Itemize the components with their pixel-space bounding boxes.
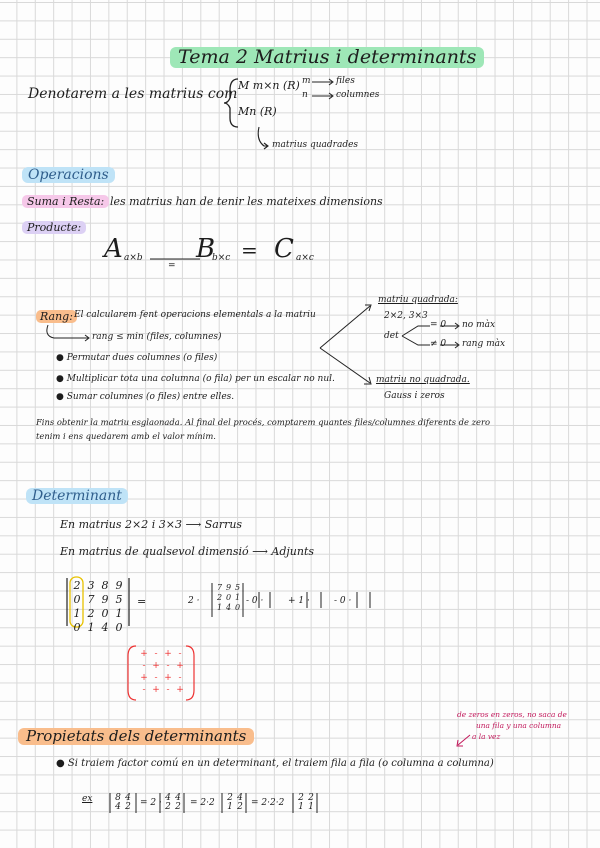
det-zero-result: no màx [462, 320, 496, 330]
sign-matrix-cell: - [166, 685, 170, 695]
sign-matrix-cell: + [176, 661, 184, 671]
det-term4: - 0 · [334, 596, 352, 606]
eq-equals: = [241, 238, 258, 262]
sign-matrix-cell: - [166, 661, 170, 671]
minor-3x3-cell: 0 [225, 593, 232, 602]
example-eq2: = 2·2 [190, 798, 215, 808]
det-coef1: 2 · [188, 596, 200, 606]
matrix-4x4-cell: 0 [115, 621, 123, 634]
example-matrix-2-cell: 2 [175, 802, 181, 812]
sign-matrix-cell: - [154, 673, 158, 683]
sign-matrix-cell: - [142, 661, 146, 671]
sign-matrix [138, 650, 186, 695]
rang-text: El calcularem fent operacions elementals a la matriu [74, 310, 316, 320]
example-matrix-3-cell: 2 [227, 793, 233, 803]
eq-a: A [104, 234, 123, 264]
rang-bullet-1: ● Permutar dues columnes (o files) [56, 353, 218, 363]
det-zero: = 0 [430, 320, 447, 330]
minor-3x3-cell: 1 [234, 593, 241, 602]
eq-c-sub: a×c [296, 253, 314, 263]
matrix-4x4-cell: 5 [115, 593, 123, 606]
n-meaning: columnes [336, 90, 380, 100]
rang-sub: rang ≤ min (files, columnes) [92, 332, 222, 342]
side-note-arrow [458, 735, 470, 745]
square-hook-arrow [258, 127, 268, 146]
rang-bullet-2: ● Multiplicar tota una columna (o fila) per un escalar no nul. [56, 374, 335, 384]
page-title: Tema 2 Matrius i determinants [170, 47, 484, 68]
matrix-4x4-cell: 4 [101, 621, 109, 634]
example-matrix-2-cell: 4 [175, 793, 181, 803]
intro-brace-line2: Mn (R) [238, 105, 277, 118]
det-line1: En matrius 2×2 i 3×3 ⟶ Sarrus [60, 518, 243, 531]
sign-matrix-cell: + [152, 661, 160, 671]
example-matrix-2-cell: 4 [165, 793, 171, 803]
sign-matrix-cell: + [152, 685, 160, 695]
intro-lead: Denotarem a les matrius com [28, 86, 238, 102]
example-matrix-3 [225, 794, 245, 812]
side-note-line1: de zeros en zeros, no saca de [457, 710, 567, 719]
sign-matrix-cell: - [178, 673, 182, 683]
matrix-4x4-cell: 8 [101, 579, 109, 592]
example-matrix-3-cell: 2 [237, 802, 243, 812]
det-line2: En matrius de qualsevol dimensió ⟶ Adjunts [60, 545, 315, 558]
suma-text: les matrius han de tenir les mateixes dimensions [110, 195, 383, 208]
prop-bullet-1: ● Si traiem factor comú en un determinant, el traiem fila a fila (o columna a columna) [56, 758, 494, 769]
example-matrix-1-cell: 8 [115, 793, 121, 803]
sign-matrix-cell: + [176, 685, 184, 695]
example-matrix-1 [113, 794, 133, 812]
eq-b-sub: b×c [212, 253, 231, 263]
rang-summary-line2: tenim i ens quedarem amb el valor mínim. [36, 431, 216, 441]
quad-title: matriu quadrada: [378, 295, 458, 305]
matrix-4x4-cell: 9 [101, 593, 109, 606]
example-matrix-2 [163, 794, 183, 812]
det-nonzero: ≠ 0 [430, 339, 447, 349]
minor-3x3-cell: 7 [216, 583, 223, 592]
matrix-4x4-cell: 9 [115, 579, 123, 592]
m-meaning: files [336, 76, 355, 86]
sign-matrix-cell: - [154, 649, 158, 659]
side-note-line3: a la vez [472, 732, 501, 741]
example-label: ex [82, 794, 93, 804]
example-matrix-3-cell: 4 [237, 793, 243, 803]
eq-b: B [196, 234, 216, 264]
sign-matrix-cell: + [140, 649, 148, 659]
example-matrix-4-cell: 1 [298, 802, 304, 812]
suma-label: Suma i Resta: [22, 195, 109, 208]
m-label: m [302, 76, 311, 86]
matrix-4x4-cell: 1 [73, 607, 81, 620]
matrix-4x4-cell: 1 [115, 607, 123, 620]
heading-operacions: Operacions [22, 167, 115, 183]
intro-brace-line1: M m×n (R) [238, 79, 300, 92]
sign-matrix-cell: - [178, 649, 182, 659]
n-label: n [302, 90, 308, 100]
minor-3x3-cell: 4 [225, 603, 232, 612]
sign-matrix-cell: - [142, 685, 146, 695]
eq-a-sub: a×b [124, 253, 143, 263]
nonquad-method: Gauss i zeros [384, 391, 445, 401]
example-matrix-4-cell: 2 [308, 793, 314, 803]
rang-summary-line1: Fins obtenir la matriu esglaonada. Al final del procés, comptarem quantes files/columnes diferents de zero [36, 417, 491, 427]
matrix-4x4-cell: 0 [101, 607, 109, 620]
matrix-4x4-cell: 1 [87, 621, 95, 634]
square-note: matrius quadrades [272, 140, 359, 150]
eq-c: C [274, 234, 294, 264]
det-term3: + 1 · [288, 596, 310, 606]
sign-matrix-cell: + [164, 649, 172, 659]
example-matrix-1-cell: 4 [125, 793, 131, 803]
matrix-4x4-cell: 2 [73, 579, 81, 592]
quad-dims: 2×2, 3×3 [384, 311, 428, 321]
det-branch-bottom [402, 336, 430, 345]
minor-3x3 [215, 584, 242, 612]
matrix-4x4-cell: 2 [87, 607, 95, 620]
minor-3x3-cell: 1 [216, 603, 223, 612]
matrix-4x4 [70, 580, 126, 633]
matrix-4x4-cell: 7 [87, 593, 95, 606]
sign-matrix-right-bracket [186, 646, 194, 700]
det-label: det [384, 331, 399, 341]
sign-matrix-cell: + [140, 673, 148, 683]
fork-arrow-upper [320, 306, 370, 348]
nonquad-title: matriu no quadrada. [376, 375, 470, 385]
matrix-4x4-cell: 0 [73, 593, 81, 606]
det-nonzero-result: rang màx [462, 339, 506, 349]
example-matrix-2-cell: 2 [165, 802, 171, 812]
producte-label: Producte: [22, 221, 86, 234]
example-eq3: = 2·2·2 [251, 798, 285, 808]
minor-3x3-cell: 2 [216, 593, 223, 602]
side-note-line2: una fila y una columna [476, 721, 562, 730]
minor-3x3-cell: 9 [225, 583, 232, 592]
example-eq1: = 2 · [140, 798, 162, 808]
matrix-4x4-cell: 0 [73, 621, 81, 634]
minor-3x3-cell: 5 [234, 583, 241, 592]
heading-propietats: Propietats dels determinants [18, 728, 254, 745]
minor-3x3-cell: 0 [234, 603, 241, 612]
example-matrix-3-cell: 1 [227, 802, 233, 812]
rang-bullet-3: ● Sumar columnes (o files) entre elles. [56, 392, 235, 402]
sign-matrix-cell: + [164, 673, 172, 683]
sign-matrix-left-bracket [128, 646, 136, 700]
eq-under: = [168, 261, 176, 271]
example-matrix-1-cell: 4 [115, 802, 121, 812]
heading-determinant: Determinant [26, 488, 128, 504]
matrix-4x4-cell: 3 [87, 579, 95, 592]
example-matrix-1-cell: 2 [125, 802, 131, 812]
rang-label: Rang: [36, 310, 77, 323]
example-matrix-4-cell: 1 [308, 802, 314, 812]
det-branch-top [402, 326, 430, 336]
example-matrix-4-cell: 2 [298, 793, 304, 803]
det-equals: = [137, 595, 147, 608]
rang-hook-arrow [47, 325, 88, 338]
example-matrix-4 [296, 794, 316, 812]
det-term2: - 0 · [246, 596, 264, 606]
